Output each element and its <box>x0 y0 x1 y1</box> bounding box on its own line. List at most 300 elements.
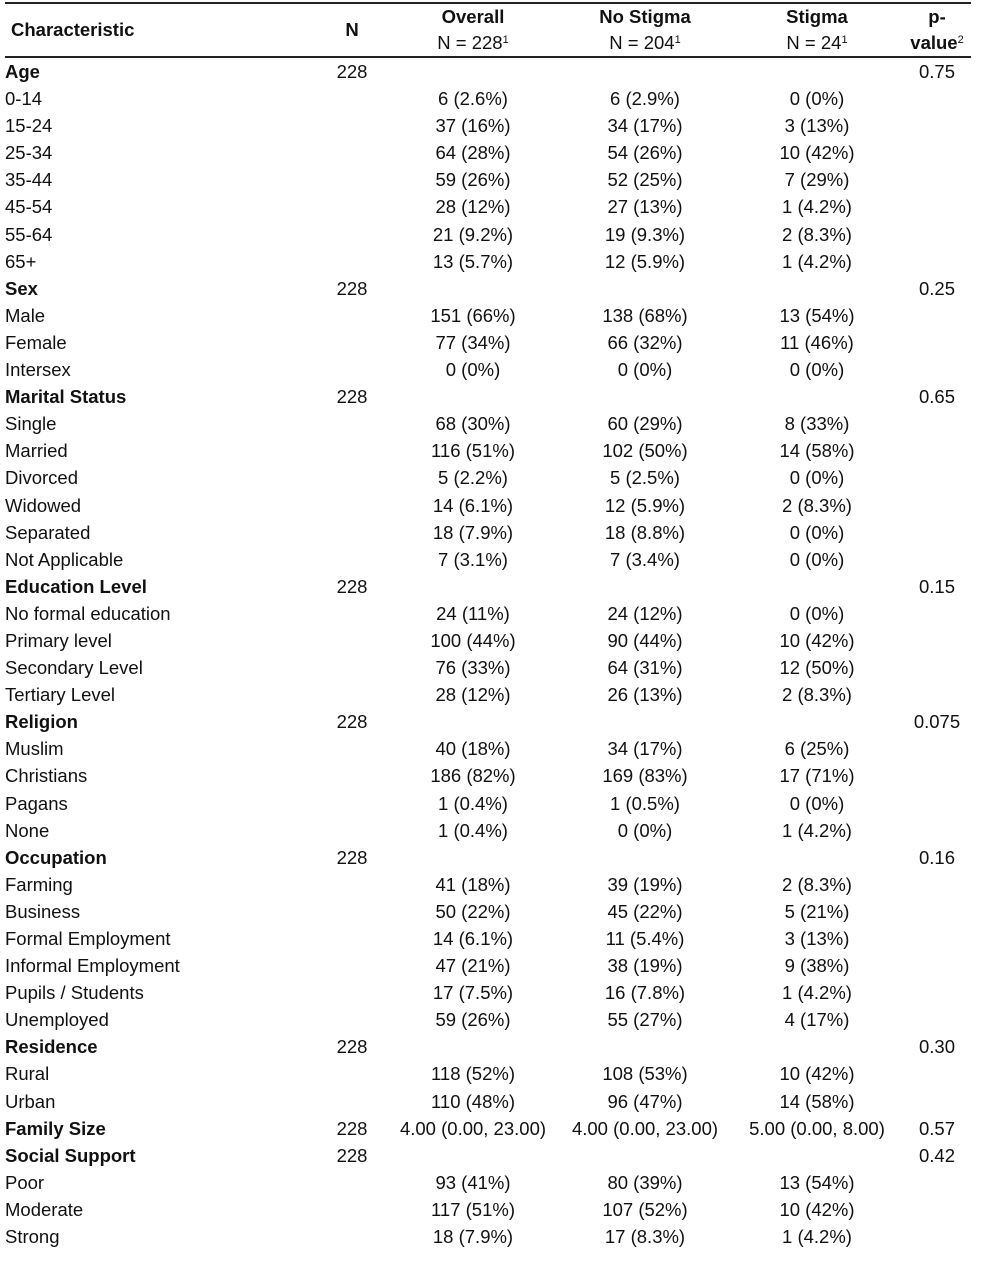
cell-stigma: 0 (0%) <box>789 88 845 110</box>
cell-characteristic: Occupation <box>5 846 107 868</box>
cell-n: 228 <box>336 711 368 733</box>
cell-stigma: 5 (21%) <box>784 900 850 922</box>
cell-no-stigma <box>559 57 731 85</box>
cell-stigma: 1 (4.2%) <box>782 196 852 218</box>
table-row-level <box>5 519 971 546</box>
cell-p-value <box>903 1060 971 1087</box>
cell-characteristic: Secondary Level <box>5 657 143 679</box>
cell-stigma: 7 (29%) <box>784 169 850 191</box>
cell-overall: 14 (6.1%) <box>432 494 514 516</box>
cell-no-stigma: 80 (39%) <box>607 1171 683 1193</box>
cell-overall: 77 (34%) <box>435 331 511 353</box>
table-row-level <box>5 85 971 112</box>
footnote-marker-2: 2 <box>957 34 964 46</box>
table-row-level <box>5 817 971 844</box>
cell-p-value <box>903 654 971 681</box>
cell-stigma: 17 (71%) <box>779 765 855 787</box>
cell-p-value <box>903 464 971 491</box>
cell-characteristic: No formal education <box>5 602 171 624</box>
table-row-level <box>5 871 971 898</box>
cell-overall: 76 (33%) <box>435 657 511 679</box>
cell-overall: 24 (11%) <box>436 602 510 624</box>
cell-characteristic: Primary level <box>5 629 112 651</box>
cell-overall <box>387 573 559 600</box>
cell-characteristic: Separated <box>5 521 91 543</box>
cell-stigma: 0 (0%) <box>789 602 845 624</box>
cell-p-value <box>903 437 971 464</box>
cell-n <box>317 248 387 275</box>
cell-no-stigma: 60 (29%) <box>607 413 683 435</box>
cell-characteristic: 35-44 <box>5 169 53 191</box>
cell-stigma: 4 (17%) <box>784 1009 850 1031</box>
cell-overall: 0 (0%) <box>445 359 501 381</box>
cell-no-stigma <box>559 708 731 735</box>
cell-overall: 100 (44%) <box>430 629 516 651</box>
cell-characteristic: None <box>5 819 50 841</box>
cell-overall: 118 (52%) <box>431 1063 515 1085</box>
cell-overall: 13 (5.7%) <box>432 250 514 272</box>
header-overall-n: N = 228 <box>437 32 503 53</box>
cell-n: 228 <box>336 277 368 299</box>
cell-no-stigma: 19 (9.3%) <box>604 223 686 245</box>
cell-no-stigma: 12 (5.9%) <box>604 250 686 272</box>
cell-p-value <box>903 329 971 356</box>
cell-n: 228 <box>336 575 368 597</box>
cell-stigma: 10 (42%) <box>779 142 855 164</box>
cell-p-value <box>903 871 971 898</box>
table-row-variable <box>5 708 971 735</box>
cell-characteristic: Farming <box>5 873 73 895</box>
cell-characteristic: Married <box>5 440 68 462</box>
table-header <box>5 3 971 57</box>
cell-characteristic: Single <box>5 413 57 435</box>
cell-p-value <box>903 519 971 546</box>
cell-overall <box>387 1033 559 1060</box>
cell-stigma: 1 (4.2%) <box>782 1226 852 1248</box>
cell-p-value <box>903 166 971 193</box>
cell-n: 228 <box>336 1036 368 1058</box>
cell-stigma: 2 (8.3%) <box>782 494 852 516</box>
cell-no-stigma: 18 (8.8%) <box>604 521 686 543</box>
cell-p-value: 0.42 <box>918 1144 955 1166</box>
cell-stigma: 13 (54%) <box>779 1171 855 1193</box>
cell-n <box>317 166 387 193</box>
cell-no-stigma: 169 (83%) <box>602 765 688 787</box>
cell-n <box>317 464 387 491</box>
cell-characteristic: 65+ <box>5 250 37 272</box>
cell-no-stigma: 26 (13%) <box>607 684 683 706</box>
cell-characteristic: Sex <box>5 277 38 299</box>
cell-p-value <box>903 952 971 979</box>
cell-overall: 151 (66%) <box>430 304 516 326</box>
table-row-level <box>5 925 971 952</box>
cell-characteristic: Strong <box>5 1226 60 1248</box>
cell-no-stigma: 96 (47%) <box>607 1090 683 1112</box>
cell-p-value: 0.65 <box>918 386 955 408</box>
footnote-marker-1: 1 <box>841 34 848 46</box>
cell-overall <box>387 708 559 735</box>
cell-stigma: 2 (8.3%) <box>782 223 852 245</box>
cell-characteristic: Formal Employment <box>5 928 171 949</box>
cell-p-value <box>903 898 971 925</box>
cell-overall: 41 (18%) <box>435 873 511 895</box>
cell-n <box>317 600 387 627</box>
cell-n <box>317 112 387 139</box>
table-row-variable <box>5 1142 971 1169</box>
cell-stigma: 13 (54%) <box>779 304 855 326</box>
cell-n: 228 <box>336 1117 368 1139</box>
table-row-level <box>5 1169 971 1196</box>
cell-characteristic: Social Support <box>5 1144 136 1166</box>
cell-characteristic: Poor <box>5 1171 45 1193</box>
header-overall <box>387 3 559 57</box>
cell-no-stigma: 107 (52%) <box>602 1198 688 1220</box>
cell-n <box>317 356 387 383</box>
header-stigma-n: N = 24 <box>786 32 842 53</box>
footnote-marker-1: 1 <box>502 34 509 46</box>
header-pvalue-line2: value <box>910 32 958 53</box>
table-row-level <box>5 762 971 789</box>
cell-characteristic: 55-64 <box>5 223 53 245</box>
cell-n <box>317 735 387 762</box>
cell-stigma: 0 (0%) <box>789 521 845 543</box>
cell-stigma: 5.00 (0.00, 8.00) <box>749 1117 885 1139</box>
cell-overall: 18 (7.9%) <box>432 521 514 543</box>
cell-no-stigma: 64 (31%) <box>607 657 683 679</box>
cell-n <box>317 654 387 681</box>
cell-no-stigma: 27 (13%) <box>607 196 683 218</box>
cell-overall: 37 (16%) <box>435 115 511 137</box>
header-row <box>5 3 971 57</box>
table-row-level <box>5 952 971 979</box>
table-row-level <box>5 979 971 1006</box>
cell-n <box>317 627 387 654</box>
cell-stigma <box>731 1142 903 1169</box>
cell-characteristic: Divorced <box>5 467 78 489</box>
header-pvalue <box>903 3 971 57</box>
cell-n <box>317 952 387 979</box>
cell-n <box>317 492 387 519</box>
cell-overall: 50 (22%) <box>435 900 511 922</box>
cell-stigma: 0 (0%) <box>789 792 845 814</box>
cell-overall: 5 (2.2%) <box>438 467 508 489</box>
cell-n <box>317 871 387 898</box>
cell-overall <box>387 1142 559 1169</box>
cell-characteristic: Unemployed <box>5 1009 109 1031</box>
cell-overall: 7 (3.1%) <box>438 548 508 570</box>
cell-stigma <box>731 383 903 410</box>
cell-characteristic: Rural <box>5 1063 50 1085</box>
cell-overall: 68 (30%) <box>435 413 511 435</box>
cell-p-value <box>903 193 971 220</box>
cell-characteristic: Pupils / Students <box>5 982 144 1004</box>
cell-p-value <box>903 85 971 112</box>
table-row-level <box>5 546 971 573</box>
cell-characteristic: Education Level <box>5 575 147 597</box>
cell-stigma: 9 (38%) <box>784 955 850 977</box>
cell-p-value <box>903 302 971 329</box>
cell-stigma: 10 (42%) <box>779 1198 855 1220</box>
cell-overall: 4.00 (0.00, 23.00) <box>399 1117 547 1139</box>
cell-characteristic: 0-14 <box>5 88 43 110</box>
cell-stigma <box>731 57 903 85</box>
cell-stigma: 10 (42%) <box>779 1063 855 1085</box>
table-row-level <box>5 1223 971 1250</box>
cell-overall: 186 (82%) <box>430 765 516 787</box>
cell-stigma: 14 (58%) <box>779 440 855 462</box>
cell-stigma: 3 (13%) <box>784 928 850 949</box>
cell-n <box>317 762 387 789</box>
cell-p-value <box>903 356 971 383</box>
table-row-level <box>5 139 971 166</box>
table-row-level <box>5 1006 971 1033</box>
characteristics-table <box>5 2 971 1250</box>
cell-characteristic: Muslim <box>5 738 64 760</box>
cell-stigma: 1 (4.2%) <box>782 819 852 841</box>
table-row-level <box>5 600 971 627</box>
cell-n <box>317 979 387 1006</box>
cell-no-stigma: 45 (22%) <box>607 900 683 922</box>
cell-overall <box>387 275 559 302</box>
cell-characteristic: 45-54 <box>5 196 53 218</box>
header-stigma-label: Stigma <box>786 6 848 27</box>
cell-characteristic: Not Applicable <box>5 548 124 570</box>
cell-overall: 14 (6.1%) <box>432 928 514 949</box>
table-row-level <box>5 492 971 519</box>
cell-p-value <box>903 546 971 573</box>
cell-stigma: 1 (4.2%) <box>782 982 852 1004</box>
cell-stigma <box>731 1033 903 1060</box>
header-pvalue-line1: p- <box>928 6 946 27</box>
cell-no-stigma: 55 (27%) <box>607 1009 683 1031</box>
cell-n <box>317 1223 387 1250</box>
cell-no-stigma: 6 (2.9%) <box>610 88 680 110</box>
table-row-level <box>5 437 971 464</box>
cell-stigma: 3 (13%) <box>784 115 850 137</box>
table-row-level <box>5 356 971 383</box>
cell-n <box>317 790 387 817</box>
cell-characteristic: Intersex <box>5 359 71 381</box>
cell-n <box>317 85 387 112</box>
table-row-level <box>5 1088 971 1115</box>
cell-stigma: 0 (0%) <box>789 467 845 489</box>
cell-stigma: 10 (42%) <box>779 629 855 651</box>
cell-n <box>317 329 387 356</box>
cell-overall: 47 (21%) <box>435 955 511 977</box>
cell-p-value <box>903 1196 971 1223</box>
header-no-stigma-count <box>559 30 731 56</box>
table-row-variable <box>5 383 971 410</box>
cell-stigma <box>731 708 903 735</box>
table-row-level <box>5 464 971 491</box>
cell-no-stigma <box>559 383 731 410</box>
cell-overall: 59 (26%) <box>435 169 511 191</box>
cell-overall <box>387 383 559 410</box>
cell-no-stigma: 66 (32%) <box>607 331 683 353</box>
cell-overall: 28 (12%) <box>435 684 511 706</box>
cell-characteristic: Christians <box>5 765 88 787</box>
table-row-variable <box>5 1033 971 1060</box>
cell-no-stigma: 7 (3.4%) <box>610 548 680 570</box>
cell-no-stigma: 4.00 (0.00, 23.00) <box>571 1117 719 1139</box>
cell-p-value <box>903 762 971 789</box>
cell-n <box>317 1169 387 1196</box>
table-row-level <box>5 898 971 925</box>
table-row-level <box>5 221 971 248</box>
cell-p-value: 0.25 <box>918 277 955 299</box>
cell-n <box>317 681 387 708</box>
cell-n <box>317 817 387 844</box>
cell-characteristic: Age <box>5 61 40 82</box>
cell-n: 228 <box>336 61 368 82</box>
cell-characteristic: Male <box>5 304 46 326</box>
cell-n <box>317 546 387 573</box>
table-row-variable <box>5 573 971 600</box>
header-characteristic: Characteristic <box>11 19 135 40</box>
cell-no-stigma: 0 (0%) <box>617 819 673 841</box>
cell-p-value <box>903 1223 971 1250</box>
table-row-level <box>5 1060 971 1087</box>
footnote-marker-1: 1 <box>674 34 681 46</box>
cell-characteristic: Pagans <box>5 792 68 814</box>
cell-p-value <box>903 410 971 437</box>
cell-n: 228 <box>336 846 368 868</box>
cell-p-value: 0.57 <box>918 1117 955 1139</box>
cell-n <box>317 925 387 952</box>
table-row-variable <box>5 275 971 302</box>
cell-stigma: 11 (46%) <box>780 331 854 353</box>
cell-characteristic: Marital Status <box>5 386 127 408</box>
cell-p-value <box>903 600 971 627</box>
table-row-level <box>5 1196 971 1223</box>
table-body <box>5 57 971 1250</box>
cell-stigma: 2 (8.3%) <box>782 873 852 895</box>
cell-n <box>317 221 387 248</box>
cell-overall: 64 (28%) <box>435 142 511 164</box>
table-row-variable <box>5 1115 971 1142</box>
cell-stigma <box>731 844 903 871</box>
cell-n <box>317 1088 387 1115</box>
cell-overall: 6 (2.6%) <box>438 88 508 110</box>
cell-no-stigma <box>559 573 731 600</box>
cell-characteristic: Residence <box>5 1036 98 1058</box>
cell-no-stigma: 39 (19%) <box>607 873 683 895</box>
cell-stigma: 2 (8.3%) <box>782 684 852 706</box>
cell-n: 228 <box>336 386 368 408</box>
cell-stigma: 8 (33%) <box>784 413 850 435</box>
cell-overall: 21 (9.2%) <box>432 223 514 245</box>
cell-overall: 110 (48%) <box>431 1090 515 1112</box>
cell-no-stigma: 17 (8.3%) <box>604 1226 686 1248</box>
cell-p-value <box>903 681 971 708</box>
cell-characteristic: Business <box>5 900 81 922</box>
cell-p-value <box>903 1169 971 1196</box>
cell-overall: 1 (0.4%) <box>438 819 508 841</box>
cell-no-stigma: 24 (12%) <box>607 602 683 624</box>
cell-characteristic: Widowed <box>5 494 82 516</box>
cell-p-value <box>903 1088 971 1115</box>
cell-p-value <box>903 790 971 817</box>
table-row-level <box>5 112 971 139</box>
cell-stigma: 14 (58%) <box>779 1090 855 1112</box>
cell-p-value <box>903 139 971 166</box>
header-stigma <box>731 3 903 57</box>
cell-no-stigma: 54 (26%) <box>607 142 683 164</box>
cell-characteristic: Urban <box>5 1090 56 1112</box>
cell-n <box>317 437 387 464</box>
cell-stigma: 12 (50%) <box>779 657 855 679</box>
cell-overall: 117 (51%) <box>431 1198 515 1220</box>
header-pvalue-line2-wrap <box>903 30 971 56</box>
header-overall-count <box>387 30 559 56</box>
table-row-level <box>5 410 971 437</box>
cell-characteristic: Family Size <box>5 1117 106 1139</box>
cell-p-value <box>903 492 971 519</box>
cell-p-value <box>903 925 971 952</box>
cell-characteristic: Religion <box>5 711 78 733</box>
cell-no-stigma: 1 (0.5%) <box>610 792 680 814</box>
cell-n: 228 <box>336 1144 368 1166</box>
header-overall-label: Overall <box>441 6 505 27</box>
cell-characteristic: Female <box>5 331 67 353</box>
cell-n <box>317 139 387 166</box>
cell-no-stigma: 16 (7.8%) <box>604 982 686 1004</box>
cell-n <box>317 193 387 220</box>
cell-n <box>317 302 387 329</box>
table-row-variable <box>5 844 971 871</box>
cell-characteristic: Tertiary Level <box>5 684 116 706</box>
header-no-stigma <box>559 3 731 57</box>
cell-p-value <box>903 1006 971 1033</box>
cell-no-stigma: 12 (5.9%) <box>604 494 686 516</box>
cell-p-value <box>903 248 971 275</box>
cell-p-value: 0.16 <box>918 846 955 868</box>
cell-overall: 28 (12%) <box>435 196 511 218</box>
cell-overall: 18 (7.9%) <box>432 1226 514 1248</box>
cell-no-stigma <box>559 1142 731 1169</box>
table-row-variable <box>5 57 971 85</box>
cell-characteristic: Informal Employment <box>5 955 180 977</box>
table-row-level <box>5 166 971 193</box>
header-n: N <box>345 19 359 40</box>
cell-p-value <box>903 112 971 139</box>
cell-stigma: 1 (4.2%) <box>782 250 852 272</box>
table-row-level <box>5 654 971 681</box>
table-row-level <box>5 329 971 356</box>
cell-no-stigma: 108 (53%) <box>602 1063 688 1085</box>
cell-no-stigma: 38 (19%) <box>607 955 683 977</box>
cell-stigma: 6 (25%) <box>784 738 850 760</box>
cell-n <box>317 410 387 437</box>
header-no-stigma-n: N = 204 <box>609 32 675 53</box>
table-row-level <box>5 681 971 708</box>
header-no-stigma-label: No Stigma <box>599 6 691 27</box>
cell-no-stigma: 138 (68%) <box>602 304 688 326</box>
cell-overall: 93 (41%) <box>435 1171 511 1193</box>
cell-stigma: 0 (0%) <box>789 359 845 381</box>
cell-overall: 40 (18%) <box>435 738 511 760</box>
table-row-level <box>5 302 971 329</box>
cell-n <box>317 1006 387 1033</box>
cell-characteristic: 25-34 <box>5 142 53 164</box>
cell-stigma <box>731 275 903 302</box>
cell-p-value <box>903 817 971 844</box>
cell-overall: 116 (51%) <box>431 440 515 462</box>
cell-n <box>317 519 387 546</box>
cell-no-stigma <box>559 1033 731 1060</box>
cell-p-value: 0.75 <box>918 61 955 82</box>
cell-overall: 17 (7.5%) <box>432 982 514 1004</box>
